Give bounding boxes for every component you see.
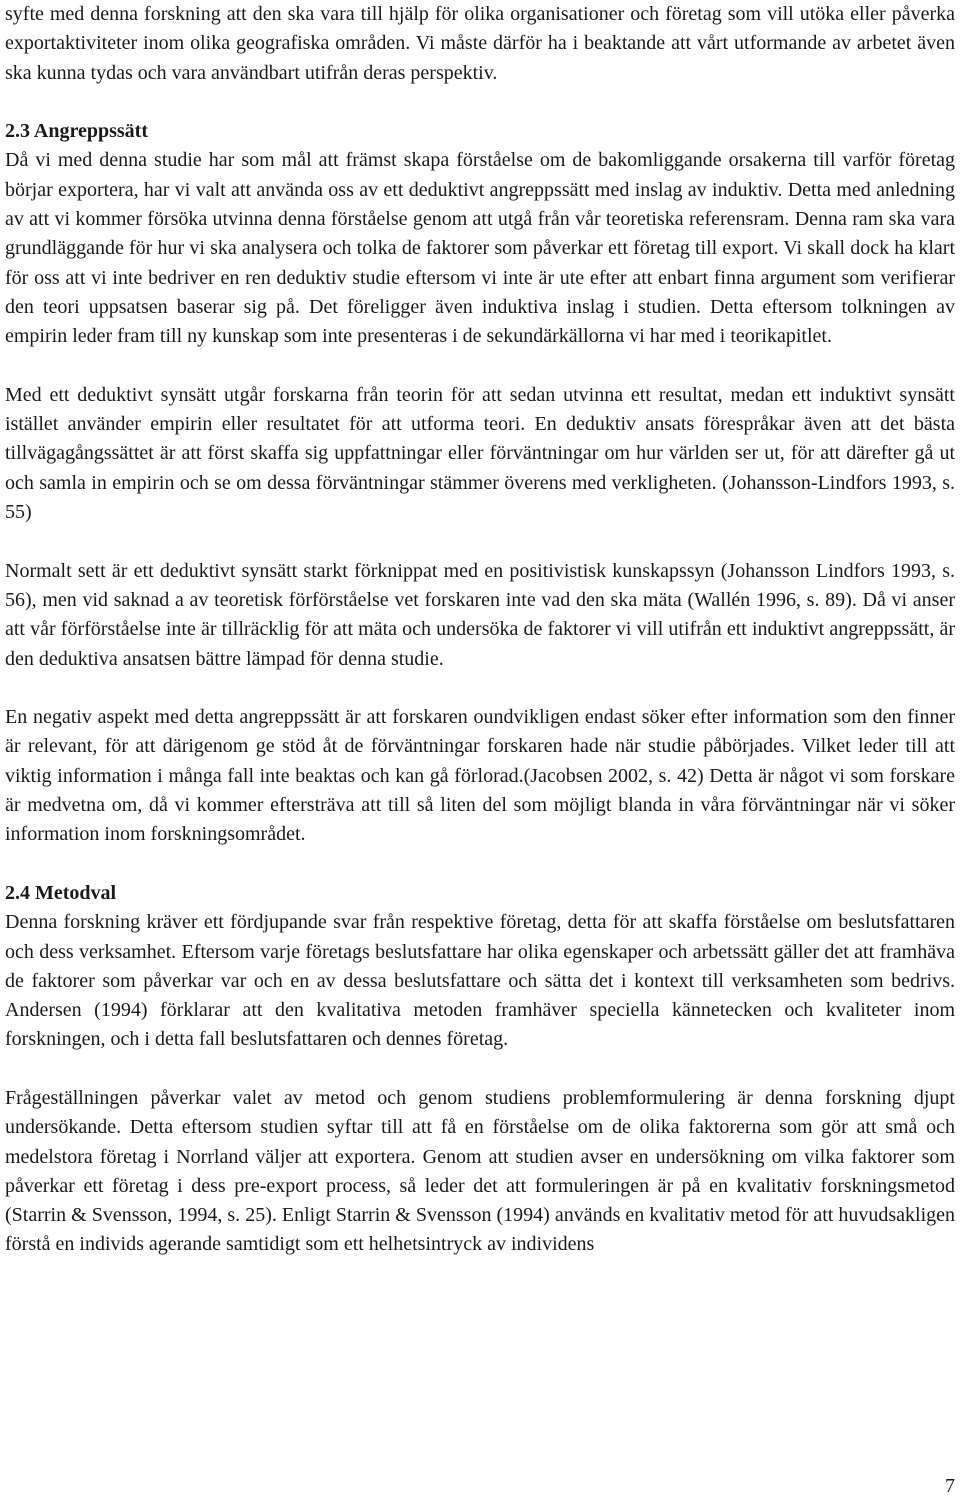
body-paragraph: Frågeställningen påverkar valet av metod och genom studiens problemformulering är denna forskning djupt undersökande. Detta eftersom studien syftar till att få en förståelse om de olika faktorerna som gör att små och medelstora företag i Norrland väljer att exportera. Genom att studien avser en undersökning om vilka faktorer som påverkar ett företag i dess pre-export process, så leder det att formuleringen är på en kvalitativ forskningsmetod (Starrin & Svensson, 1994, s. 25). Enligt Starrin & Svensson (1994) används en kvalitativ metod för att huvudsakligen förstå en individs agerande samtidigt som ett helhetsintryck av individens <box>5 1086 955 1256</box>
paragraph-gap <box>5 352 955 381</box>
body-paragraph: Då vi med denna studie har som mål att främst skapa förståelse om de bakomliggande orsakerna till varför företag börjar exportera, har vi valt att använda oss av ett deduktivt angreppssätt med inslag av induktiv. Detta med anledning av att vi kommer försöka utvinna denna förståelse genom att utgå från vår teoretiska referensram. Denna ram ska vara grundläggande för hur vi ska analysera och tolka de faktorer som påverkar ett företag till export. Vi skall dock ha klart för oss att vi inte bedriver en ren deduktiv studie eftersom vi inte är ute efter att enbart finna argument som verifierar den teori uppsatsen baserar sig på. Det föreligger även induktiva inslag i studien. Detta eftersom tolkningen av empirin leder fram till ny kunskap som inte presenteras i de sekundärkällorna vi har med i teorikapitlet. <box>5 149 955 348</box>
body-paragraph: Normalt sett är ett deduktivt synsätt starkt förknippat med en positivistisk kunskapssyn (Johansson Lindfors 1993, s. 56), men vid saknad a av teoretisk förförståelse vet forskaren inte vad den ska mäta (Wallén 1996, s. 89). Då vi anser att vår förförståelse inte är tillräcklig för att mäta och undersöka de faktorer vi vill utifrån ett induktivt angreppssätt, är den deduktiva ansatsen bättre lämpad för denna studie. <box>5 559 955 670</box>
paragraph-gap <box>5 527 955 556</box>
section-heading-angreppssatt: 2.3 Angreppssätt <box>5 120 148 143</box>
paragraph-gap <box>5 1055 955 1084</box>
intro-paragraph: syfte med denna forskning att den ska vara till hjälp för olika organisationer och företag som vill utöka eller påverka exportaktiviteter inom olika geografiska områden. Vi måste därför ha i beaktande att vårt utformande av arbetet även ska kunna tydas och vara användbart utifrån deras perspektiv. <box>5 3 955 84</box>
paragraph-gap <box>5 674 955 703</box>
body-paragraph: En negativ aspekt med detta angreppssätt är att forskaren oundvikligen endast söker efter information som den finner är relevant, för att därigenom ge stöd åt de förväntningar forskaren hade när studie påbörjades. Vilket leder till att viktig information i många fall inte beaktas och kan gå förlorad.(Jacobsen 2002, s. 42) Detta är något vi som forskare är medvetna om, då vi kommer eftersträva att till så liten del som möjligt blanda in våra förväntningar när vi söker information inom forskningsområdet. <box>5 706 955 846</box>
body-paragraph: Med ett deduktivt synsätt utgår forskarna från teorin för att sedan utvinna ett resultat, medan ett induktivt synsätt istället använder empirin eller resultatet för att utforma teori. En deduktiv ansats förespråkar även att det bästa tillvägagångssättet är att först skaffa sig uppfattningar eller förväntningar om hur världen ser ut, för att därefter gå ut och samla in empirin och se om dessa förväntningar stämmer överens med verkligheten. (Johansson-Lindfors 1993, s. 55) <box>5 383 955 524</box>
page-number: 7 <box>945 1475 955 1497</box>
section-heading-metodval: 2.4 Metodval <box>5 881 117 904</box>
paragraph-gap <box>5 88 955 117</box>
document-page <box>5 0 955 1260</box>
body-paragraph: Denna forskning kräver ett fördjupande svar från respektive företag, detta för att skaffa förståelse om beslutsfattaren och dess verksamhet. Eftersom varje företags beslutsfattare har olika egenskaper och arbetssätt gäller det att framhäva de faktorer som påverkar var och en av dessa beslutsfattare och sätta det i kontext till verksamheten som bedrivs. Andersen (1994) förklarar att den kvalitativa metoden framhäver speciella kännetecken och kvaliteter inom forskningen, och i detta fall beslutsfattaren och dennes företag. <box>5 911 955 1051</box>
paragraph-gap <box>5 850 955 879</box>
